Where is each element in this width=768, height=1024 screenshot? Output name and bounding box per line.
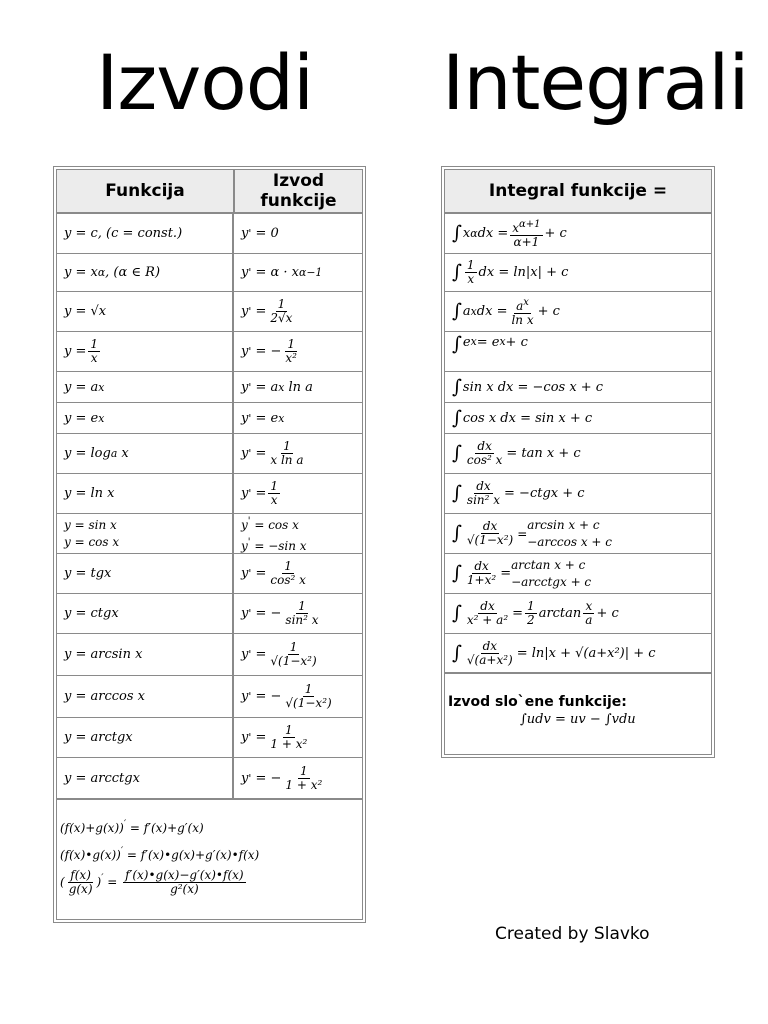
derivative-cell: y ' = $\frac{1}{\text{x ln a}}$ [241,439,304,467]
function-cell: y = arccos x [57,676,233,717]
credit-text: Created by Slavko [495,924,650,944]
function-cell: y = arcsin x [57,634,233,675]
integral-cell: ∫ cos x dx = sin x + c [452,406,593,429]
table-row [57,718,362,758]
rule-sum: (f(x)+g(x))′ = f′(x)+g′(x) [60,819,204,835]
function-cell: y = x α , (α ∈ R) [57,254,233,291]
table-row [57,292,362,332]
table-row [57,332,362,372]
derivative-cell: y' = cos x y' = −sin x [241,515,307,553]
table-row [445,332,711,372]
integral-cell: ∫ x α dx = $\frac{x^{\alpha+1}}{\alpha+1}$ + c [452,219,567,249]
function-cell: y = tgx [57,554,233,593]
function-cell: y = arctgx [57,718,233,757]
derivative-rules [60,813,259,896]
rule-quotient: ( $\frac{f(x)}{g(x)}$ )′ = $\frac{f'(x)•g(x)-g'(x)•f(x)}{\text{g²(x)}}$ [60,868,244,896]
integral-cell: ∫ a x dx = $\frac{a^x}{\text{ln x}}$ + c [452,297,560,327]
function-cell: y = ctgx [57,594,233,633]
function-cell: y = e x [57,403,233,433]
integral-cell: ∫ $\frac{dx}{\text{√(a+x²)}}$ = ln|x + √(a+x²)| + c [452,638,656,667]
table-row [445,372,711,403]
function-cell: y = arcctgx [57,758,233,798]
table-row [57,514,362,554]
function-cell: y = sin x y = cos x [57,514,233,553]
integral-cell: ∫ $\frac{dx}{\text{1+x²}}$ = arctan x + c −arcctgx + c [452,557,592,589]
derivative-cell: y ' = $\frac{1}{\text{1 + x²}}$ [241,723,308,751]
function-cell: y = ln x [57,474,233,513]
derivative-cell: y ' = a x ln a [241,379,313,395]
table-row [445,634,711,672]
derivative-cell: y ' = $\frac{1}{\text{cos² x}}$ [241,559,306,587]
table-row [57,214,362,254]
title-izvodi: Izvodi [96,38,314,127]
integral-cell: ∫ $\frac{1}{x}$ dx = ln|x| + c [452,258,569,286]
table-row [445,403,711,434]
table-row [57,372,362,403]
derivative-cell: y ' = $\frac{1}{2√x}$ [241,297,293,325]
table-row [57,758,362,800]
table-row [445,254,711,292]
integral-cell: ∫ $\frac{dx}{\text{cos² x}}$ = tan x + c [452,439,581,467]
table-row [57,474,362,514]
derivative-cell: y ' = $\frac{1}{x}$ [241,479,279,507]
title-integrali: Integrali [442,38,749,127]
header-funkcija: Funkcija [57,170,233,214]
table-row [57,554,362,594]
header-izvod: Izvod funkcije [234,170,362,214]
table-row [445,434,711,474]
table-row [445,514,711,554]
parts-label: Izvod slo`ene funkcije: [448,694,627,710]
integral-cell: ∫ $\frac{dx}{\text{sin² x}}$ = −ctgx + c [452,479,585,507]
parts-formula: ∫udv = uv − ∫vdu [520,712,636,727]
derivative-cell: y ' = $\frac{1}{\text{√(1−x²)}}$ [241,640,317,668]
table-row [57,676,362,718]
table-row [445,554,711,594]
derivatives-table [53,166,366,923]
function-cell: y = $\frac{1}{x}$ [57,332,233,371]
table-row [445,474,711,514]
rule-product: (f(x)•g(x))′ = f′(x)•g(x)+g′(x)•f(x) [60,846,260,862]
table-row [57,634,362,676]
table-row [57,254,362,292]
integral-cell: ∫ $\frac{dx}{\text{x² + a²}}$ = $\frac{1}{2}$ arctan $\frac{x}{a}$ + c [452,599,619,627]
derivative-cell: y ' = − $\frac{1}{\text{√(1−x²)}}$ [241,682,332,710]
derivative-cell: y ' = α · x α−1 [241,265,323,280]
derivative-cell: y ' = − $\frac{1}{\text{1 + x²}}$ [241,763,323,792]
function-cell: y = a x [57,372,233,402]
function-cell: y = √x [57,292,233,331]
function-cell: y = c, (c = const.) [57,214,233,253]
integral-cell: ∫ e $^x$ = e x + c [452,333,528,355]
derivative-cell: y ' = e x [241,410,285,426]
derivative-cell: y ' = − $\frac{1}{\text{x²}}$ [241,337,297,365]
derivative-cell: y ' = − $\frac{1}{\text{sin² x}}$ [241,599,319,627]
table-row [445,594,711,634]
table-row [445,292,711,332]
table-row [445,214,711,254]
integrals-table [441,166,715,758]
table-row [57,434,362,474]
integral-cell: ∫ $\frac{dx}{\text{√(1−x²)}}$ = arcsin x + c −arccos x + c [452,517,613,549]
table-row [57,403,362,434]
integral-cell: ∫ sin x dx = −cos x + c [452,375,604,398]
table-row [57,594,362,634]
derivative-cell: y ' = 0 [241,226,279,241]
function-cell: y = log a x [57,434,233,473]
header-integral: Integral funkcije = [445,170,711,214]
